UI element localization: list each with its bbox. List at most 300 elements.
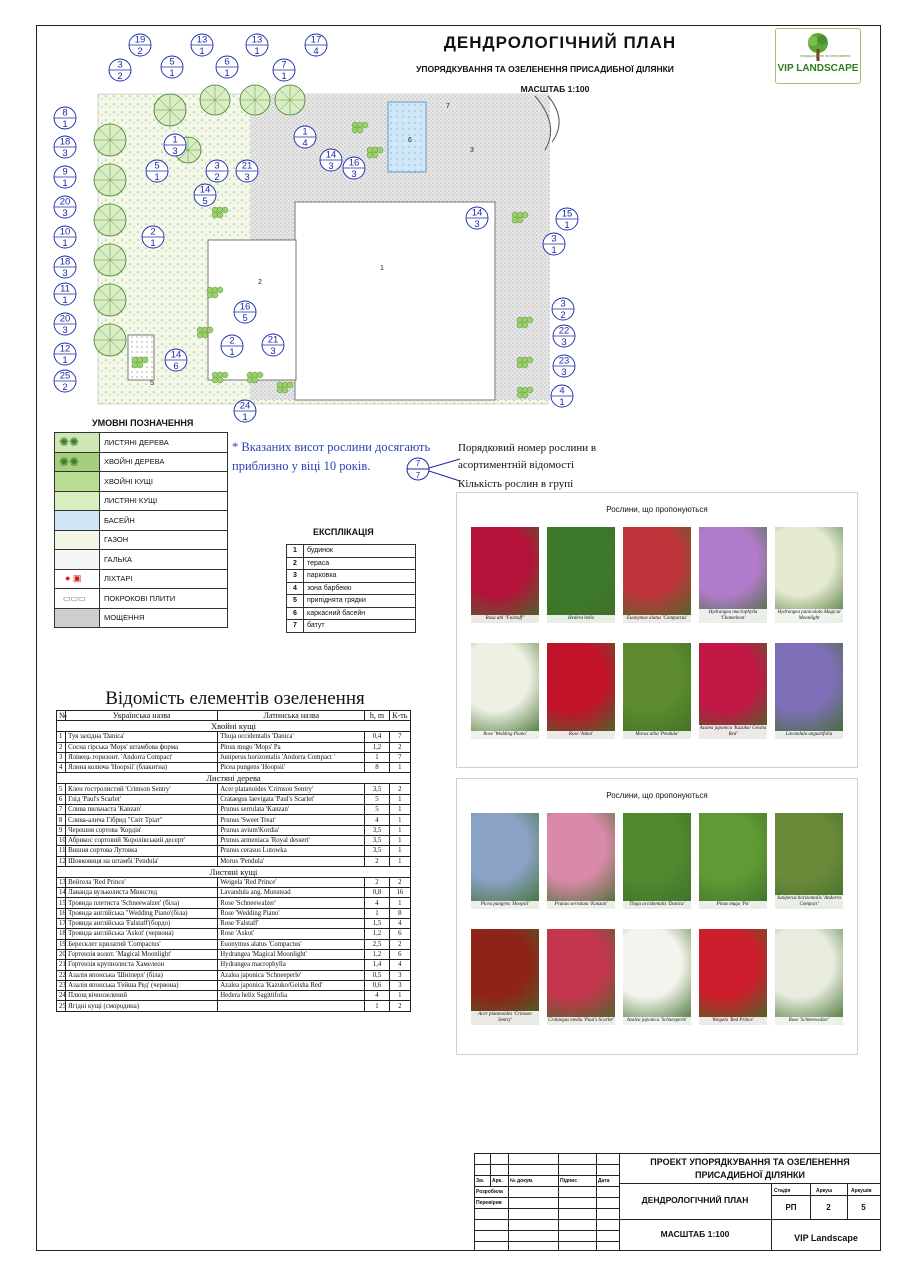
- plant-height: 1: [365, 908, 389, 918]
- plant-marker: [129, 34, 151, 57]
- marker-quantity: 1: [551, 245, 557, 256]
- stamp-column-label: Дата: [598, 1178, 610, 1184]
- plant-marker: [556, 208, 578, 231]
- inventory-row: [57, 835, 411, 845]
- plant-height: 3,5: [365, 835, 389, 845]
- inventory-row: [57, 805, 411, 815]
- plant-quantity: 8: [389, 908, 410, 918]
- marker-number: 13: [196, 34, 208, 46]
- plant-ua-name: Абрикос сортовий 'Королівський десерт': [66, 835, 218, 845]
- marker-quantity: 1: [62, 355, 68, 366]
- plant-quantity: 1: [389, 825, 410, 835]
- inventory-row: [57, 908, 411, 918]
- plant-photo: [623, 929, 691, 1025]
- inventory-row: [57, 732, 411, 742]
- explication-number: 2: [287, 557, 304, 570]
- paving-icon: [55, 608, 100, 628]
- header-quantity: К-ть: [389, 711, 410, 721]
- plant-number: 2: [57, 742, 66, 752]
- inventory-row: [57, 919, 411, 929]
- marker-number: 14: [471, 207, 483, 219]
- explication-number: 1: [287, 545, 304, 558]
- marker-quantity: 1: [281, 71, 287, 82]
- explication-table: [286, 544, 416, 633]
- marker-number: 16: [239, 301, 251, 313]
- legend-label: БАСЕЙН: [100, 511, 228, 531]
- plant-height: 1,2: [365, 742, 389, 752]
- plant-ua-name: Ялівець горизонт. 'Andorra Compact': [66, 752, 218, 762]
- scale-label: МАСШТАБ 1:100: [520, 84, 590, 94]
- legend-row: [55, 433, 228, 453]
- legend-label: МОЩЕННЯ: [100, 608, 228, 628]
- plant-marker: [54, 136, 76, 159]
- inventory-row: [57, 898, 411, 908]
- marker-number-explain: Порядковий номер рослини в асортиментній відомості: [458, 442, 597, 471]
- plant-latin-name: Azalea japonica 'Schneeperle': [218, 970, 365, 980]
- company-name: VIP Landscape: [794, 1233, 858, 1243]
- plant-latin-name: Rose 'Wedding Piano': [218, 908, 365, 918]
- plant-photo-caption: Acer platanoides 'Crimson Sentry': [471, 1011, 539, 1025]
- plant-ua-name: Клен гостролистий 'Crimson Sentry': [66, 784, 218, 794]
- plant-photo: [547, 643, 615, 739]
- example-quantity: 7: [415, 471, 421, 480]
- plant-marker: [54, 283, 76, 306]
- plant-number: 12: [57, 856, 66, 866]
- marker-number: 17: [310, 34, 322, 46]
- sheet-label: Аркуш: [816, 1188, 833, 1194]
- plant-number: 10: [57, 835, 66, 845]
- plant-marker: [305, 34, 327, 57]
- plant-height: 4: [365, 815, 389, 825]
- inventory-row: [57, 763, 411, 773]
- plant-photo: [699, 929, 767, 1025]
- marker-quantity: 5: [242, 313, 248, 324]
- plant-quantity: 2: [389, 784, 410, 794]
- legend-row: [55, 511, 228, 531]
- marker-number: 3: [560, 298, 566, 310]
- plant-photo: [775, 527, 843, 623]
- marker-quantity: 1: [150, 238, 156, 249]
- marker-quantity: 5: [202, 196, 208, 207]
- explication-row: [287, 607, 416, 620]
- inventory-row: [57, 877, 411, 887]
- explication-row: [287, 582, 416, 595]
- plant-quantity: 1: [389, 856, 410, 866]
- header-ua-name: Українська назва: [66, 711, 218, 721]
- stamp-column-label: № докум.: [510, 1178, 534, 1184]
- plant-marker: [54, 226, 76, 249]
- plant-latin-name: Lavandula ang. Munstead: [218, 888, 365, 898]
- inventory-section: Листяні дерева: [57, 773, 411, 784]
- legend-label: ГАЗОН: [100, 530, 228, 550]
- inventory-row: [57, 888, 411, 898]
- legend-label: ЛИСТЯНІ КУЩІ: [100, 491, 228, 511]
- plant-quantity: 3: [389, 980, 410, 990]
- plant-quantity: 1: [389, 898, 410, 908]
- plants-panel-2: [456, 778, 858, 1055]
- marker-number: 21: [241, 160, 253, 172]
- stamp-row-label: Перевірив: [476, 1200, 502, 1206]
- plant-marker: [54, 370, 76, 393]
- marker-number: 11: [60, 283, 70, 295]
- plant-number: 4: [57, 763, 66, 773]
- plant-number: 21: [57, 960, 66, 970]
- plant-photo-caption: Azalea japonica 'Kazuko/ Geisha Red': [699, 726, 767, 737]
- marker-quantity: 6: [173, 361, 179, 372]
- plant-quantity: 4: [389, 919, 410, 929]
- explication-row: [287, 570, 416, 583]
- plant-number: 20: [57, 949, 66, 959]
- zone-label: 2: [258, 279, 262, 286]
- plant-quantity: 1: [389, 991, 410, 1001]
- plant-photo: [775, 813, 843, 909]
- plant-photo-caption: Azalea japonica 'Schneeperle': [623, 1017, 691, 1025]
- marker-number: 10: [59, 226, 71, 238]
- explication-row: [287, 620, 416, 633]
- plant-marker: [553, 325, 575, 348]
- marker-quantity: 3: [328, 161, 334, 172]
- plant-marker: [191, 34, 213, 57]
- explication-number: 3: [287, 570, 304, 583]
- marker-number: 2: [150, 226, 156, 238]
- plant-photo: [547, 527, 615, 623]
- inventory-row: [57, 784, 411, 794]
- zone-label: 6: [408, 137, 412, 144]
- plant-marker: [552, 298, 574, 321]
- header-latin-name: Латинська назва: [218, 711, 365, 721]
- legend-row: [55, 608, 228, 628]
- inventory-row: [57, 856, 411, 866]
- inventory-row: [57, 939, 411, 949]
- marker-quantity: 4: [313, 46, 319, 57]
- plant-ua-name: Плющ вічнозелений: [66, 991, 218, 1001]
- marker-number: 25: [59, 370, 71, 382]
- plant-photo-caption: Rose 'Schneewalzer': [775, 1017, 843, 1025]
- plant-height: 1,2: [365, 929, 389, 939]
- plant-latin-name: Euonymus alatus 'Compactus': [218, 939, 365, 949]
- plant-latin-name: Crataegus laevigata 'Paul's Scarlet': [218, 794, 365, 804]
- plant-marker: [273, 59, 295, 82]
- plant-number: 5: [57, 784, 66, 794]
- plant-photo: [623, 643, 691, 739]
- legend-row: [55, 589, 228, 609]
- example-marker: [404, 455, 464, 485]
- marker-explain: [458, 440, 608, 474]
- plant-marker: [551, 385, 573, 408]
- marker-quantity: 3: [561, 367, 567, 378]
- plant-photo-caption: Lavandula angustifolia: [775, 731, 843, 739]
- marker-quantity: 3: [172, 146, 178, 157]
- height-note: * Вказаних висот рослини досягають приблизно у віці 10 років.: [232, 440, 431, 473]
- plant-quantity: 6: [389, 949, 410, 959]
- marker-quantity: 3: [62, 148, 68, 159]
- explication-row: [287, 545, 416, 558]
- plant-photo-caption: Rose 'Askot': [547, 731, 615, 739]
- plant-height: 3,5: [365, 825, 389, 835]
- marker-number: 18: [59, 136, 71, 148]
- marker-quantity: 1: [62, 238, 68, 249]
- explication-number: 5: [287, 595, 304, 608]
- plant-photo-caption: Morus alba 'Pendula': [623, 731, 691, 739]
- deciduous-tree-icon: [200, 85, 230, 115]
- stage-value: РП: [785, 1203, 797, 1212]
- marker-quantity: 3: [474, 219, 480, 230]
- plant-height: 0,6: [365, 980, 389, 990]
- marker-number: 18: [59, 256, 71, 268]
- plant-latin-name: Rose 'Schneewalzer': [218, 898, 365, 908]
- plant-number: 3: [57, 752, 66, 762]
- plant-ua-name: Ялина колюча 'Hoopsii' (блакитна): [66, 763, 218, 773]
- plant-photo: [623, 527, 691, 623]
- plant-latin-name: Thuja occidentalis 'Danica': [218, 732, 365, 742]
- marker-quantity: 3: [351, 169, 357, 180]
- legend-label: ЛИСТЯНІ ДЕРЕВА: [100, 433, 228, 453]
- logo-tagline: ландшафтне проектування: [800, 53, 851, 58]
- plant-quantity: 7: [389, 732, 410, 742]
- sheets-value: 5: [861, 1203, 866, 1212]
- inventory-row: [57, 1001, 411, 1011]
- zone-label: 7: [446, 103, 450, 110]
- panel-title: Рослини, що пропонуються: [606, 505, 708, 514]
- marker-number: 20: [59, 313, 71, 325]
- plant-height: 1,5: [365, 919, 389, 929]
- stamp-column-label: Зм.: [476, 1178, 485, 1184]
- plant-photo: [775, 643, 843, 739]
- legend-row: [55, 472, 228, 492]
- lawn-icon: [55, 530, 100, 550]
- inventory-row: [57, 949, 411, 959]
- conifer-shrub-icon: [55, 472, 100, 492]
- sheet-value: 2: [826, 1203, 831, 1212]
- legend-row: [55, 569, 228, 589]
- page-subtitle: УПОРЯДКУВАННЯ ТА ОЗЕЛЕНЕННЯ ПРИСАДИБНОЇ ДІЛЯНКИ: [416, 64, 674, 74]
- plant-number: 16: [57, 908, 66, 918]
- legend-label: ГАЛЬКА: [100, 550, 228, 570]
- plant-marker: [54, 343, 76, 366]
- plant-ua-name: Азалія японська 'Шніперл' (біла): [66, 970, 218, 980]
- marker-number: 24: [239, 400, 251, 412]
- plant-photo-caption: Juniperus horizontalis 'Andorra Compact': [776, 896, 842, 907]
- marker-quantity: 3: [561, 337, 567, 348]
- plant-photo: [471, 929, 539, 1025]
- legend-label: ХВОЙНІ ДЕРЕВА: [100, 452, 228, 472]
- explication-text: будинок: [304, 545, 416, 558]
- legend-table: [54, 432, 228, 628]
- marker-number: 16: [348, 157, 360, 169]
- marker-number: 14: [325, 149, 337, 161]
- explication-row: [287, 557, 416, 570]
- plant-ua-name: Вейгела 'Red Prince': [66, 877, 218, 887]
- plant-latin-name: Hydrangea 'Magical Moonlight': [218, 949, 365, 959]
- marker-quantity: 1: [169, 68, 175, 79]
- plant-photo: [623, 813, 691, 909]
- plant-height: 0,5: [365, 970, 389, 980]
- marker-quantity: 3: [62, 325, 68, 336]
- plant-number: 9: [57, 825, 66, 835]
- stamp-scale: МАСШТАБ 1:100: [660, 1229, 730, 1239]
- plant-height: 0,8: [365, 888, 389, 898]
- legend-row: [55, 530, 228, 550]
- header-height: h, m: [365, 711, 389, 721]
- plant-photo: [471, 813, 539, 909]
- plant-quantity: 2: [389, 742, 410, 752]
- plant-latin-name: Juniperus horizontalis 'Andorra Compact ': [218, 752, 365, 762]
- plant-photo-caption: Rose 'Wedding Piano': [471, 731, 539, 739]
- plant-marker: [109, 59, 131, 82]
- plant-latin-name: Rose 'Askot': [218, 929, 365, 939]
- deciduous-tree-icon: [94, 324, 126, 356]
- inventory-row: [57, 991, 411, 1001]
- deciduous-tree-icon: ✺✺: [55, 433, 100, 453]
- explication-number: 6: [287, 607, 304, 620]
- deciduous-tree-icon: [94, 204, 126, 236]
- plant-latin-name: Pinus mugo 'Mops' Pa: [218, 742, 365, 752]
- marker-quantity: 2: [560, 310, 566, 321]
- plant-marker: [246, 34, 268, 57]
- inventory-header-row: [57, 711, 411, 721]
- legend-label: ХВОЙНІ КУЩІ: [100, 472, 228, 492]
- marker-number: 12: [59, 343, 71, 355]
- plant-number: 18: [57, 929, 66, 939]
- plant-photo-caption: Euonymus alatus 'Compactus': [623, 615, 691, 623]
- sheet-name: ДЕНДРОЛОГІЧНИЙ ПЛАН: [641, 1195, 749, 1205]
- plant-photo-caption: Prunus serrulata 'Kanzan': [547, 901, 615, 909]
- inventory-row: [57, 960, 411, 970]
- explication-number: 4: [287, 582, 304, 595]
- plant-photo: [471, 527, 539, 623]
- plant-height: 4: [365, 991, 389, 1001]
- plant-number: 15: [57, 898, 66, 908]
- plant-latin-name: Rose 'Falstaff': [218, 919, 365, 929]
- plant-latin-name: Picea pungens 'Hoopsii': [218, 763, 365, 773]
- plant-ua-name: Туя західна 'Danica': [66, 732, 218, 742]
- explication-title: ЕКСПЛІКАЦІЯ: [313, 527, 374, 537]
- marker-quantity: 1: [229, 347, 235, 358]
- plant-latin-name: Prunus avium'Kordia': [218, 825, 365, 835]
- plant-height: 4: [365, 898, 389, 908]
- plant-height: 1,2: [365, 949, 389, 959]
- plant-latin-name: Hedera helix Sagittifolia: [218, 991, 365, 1001]
- plant-latin-name: Prunus cerasus Lutowka: [218, 846, 365, 856]
- plant-photo: [699, 643, 767, 739]
- plant-quantity: 2: [389, 939, 410, 949]
- marker-quantity: 1: [199, 46, 205, 57]
- plant-photo-caption: Hydrangea macrophylla 'Chameleon': [699, 609, 767, 623]
- plant-marker: [54, 166, 76, 189]
- marker-number: 5: [154, 160, 160, 172]
- deciduous-tree-icon: [94, 164, 126, 196]
- deciduous-tree-icon: [94, 244, 126, 276]
- marker-quantity: 1: [224, 68, 230, 79]
- plant-marker: [553, 355, 575, 378]
- plant-number: 17: [57, 919, 66, 929]
- plant-photo: [699, 813, 767, 909]
- marker-number: 20: [59, 196, 71, 208]
- explication-text: зона барбекю: [304, 582, 416, 595]
- marker-quantity: 1: [62, 119, 68, 130]
- inventory-row: [57, 970, 411, 980]
- plant-quantity: 1: [389, 794, 410, 804]
- inventory-row: [57, 742, 411, 752]
- pebble-icon: [55, 550, 100, 570]
- plant-marker: [54, 256, 76, 279]
- plant-height: 5: [365, 794, 389, 804]
- marker-number: 15: [561, 208, 573, 220]
- marker-quantity: 3: [62, 268, 68, 279]
- page-title: ДЕНДРОЛОГІЧНИЙ ПЛАН: [443, 33, 677, 52]
- legend-label: ЛІХТАРІ: [100, 569, 228, 589]
- marker-quantity: 2: [117, 71, 123, 82]
- plant-marker: [54, 313, 76, 336]
- plant-latin-name: Morus 'Pendula': [218, 856, 365, 866]
- stepping-stone-icon: ▭▭▭: [55, 589, 100, 609]
- project-name: ПРОЕКТ УПОРЯДКУВАННЯ ТА ОЗЕЛЕНЕННЯ ПРИСАДИБНОЇ ДІЛЯНКИ: [650, 1157, 850, 1180]
- company-logo: [775, 28, 861, 84]
- marker-number: 1: [302, 126, 308, 138]
- marker-quantity: 4: [302, 138, 308, 149]
- marker-number: 4: [559, 385, 565, 397]
- marker-quantity: 1: [62, 178, 68, 189]
- plant-photo-caption: Rosa abl "Falstaff": [471, 615, 539, 623]
- plant-marker: [54, 107, 76, 130]
- marker-quantity: 1: [62, 295, 68, 306]
- marker-number: 8: [62, 107, 68, 119]
- plant-number: 13: [57, 877, 66, 887]
- marker-quantity: 2: [214, 172, 220, 183]
- legend-row: [55, 550, 228, 570]
- plant-photo-caption: Pinus mugo 'Pa': [699, 901, 767, 909]
- plant-number: 22: [57, 970, 66, 980]
- plant-ua-name: Троянда плетиста 'Schneewalzer' (біла): [66, 898, 218, 908]
- deciduous-shrub-icon: [55, 491, 100, 511]
- explication-text: каркасний басейн: [304, 607, 416, 620]
- plant-ua-name: Вишня сортова Лутовка: [66, 846, 218, 856]
- plant-ua-name: Слива-алича Гібрид "Світ Тріат": [66, 815, 218, 825]
- plant-number: 24: [57, 991, 66, 1001]
- inventory-section-row: [57, 773, 411, 784]
- deciduous-tree-icon: [240, 85, 270, 115]
- panel-title: Рослини, що пропонуються: [606, 791, 708, 800]
- plant-quantity: 1: [389, 763, 410, 773]
- inventory-section: Листяні кущі: [57, 866, 411, 877]
- logo-brand: VIP LANDSCAPE: [777, 63, 859, 74]
- stamp-row-label: Розробила: [476, 1189, 503, 1195]
- zone-label: 3: [470, 147, 474, 154]
- marker-number: 19: [134, 34, 146, 46]
- stamp-column-label: Підпис: [560, 1178, 578, 1184]
- plant-height: 2: [365, 856, 389, 866]
- explication-text: припіднята грядки: [304, 595, 416, 608]
- inventory-title: Відомість елементів озеленення: [105, 688, 365, 709]
- marker-quantity: 1: [154, 172, 160, 183]
- zone-label: 5: [150, 380, 154, 387]
- plant-ua-name: Троянда англійська 'Falstaff'(бордо): [66, 919, 218, 929]
- plant-photo-caption: Hydrangea paniculata Magical Moonlight: [775, 609, 843, 623]
- marker-quantity: 1: [242, 412, 248, 423]
- marker-number: 7: [281, 59, 287, 71]
- plant-marker: [161, 56, 183, 79]
- plant-number: 7: [57, 805, 66, 815]
- plant-number: 25: [57, 1001, 66, 1011]
- plant-quantity: 1: [389, 805, 410, 815]
- marker-number: 14: [199, 184, 211, 196]
- deciduous-tree-icon: [154, 94, 186, 126]
- plant-quantity: 1: [389, 846, 410, 856]
- example-number: 7: [415, 459, 421, 468]
- plant-latin-name: Acer platanoides 'Crimson Sentry': [218, 784, 365, 794]
- plant-photo-caption: Crataegus media 'Paul's Scarlet': [548, 1018, 614, 1023]
- inventory-row: [57, 794, 411, 804]
